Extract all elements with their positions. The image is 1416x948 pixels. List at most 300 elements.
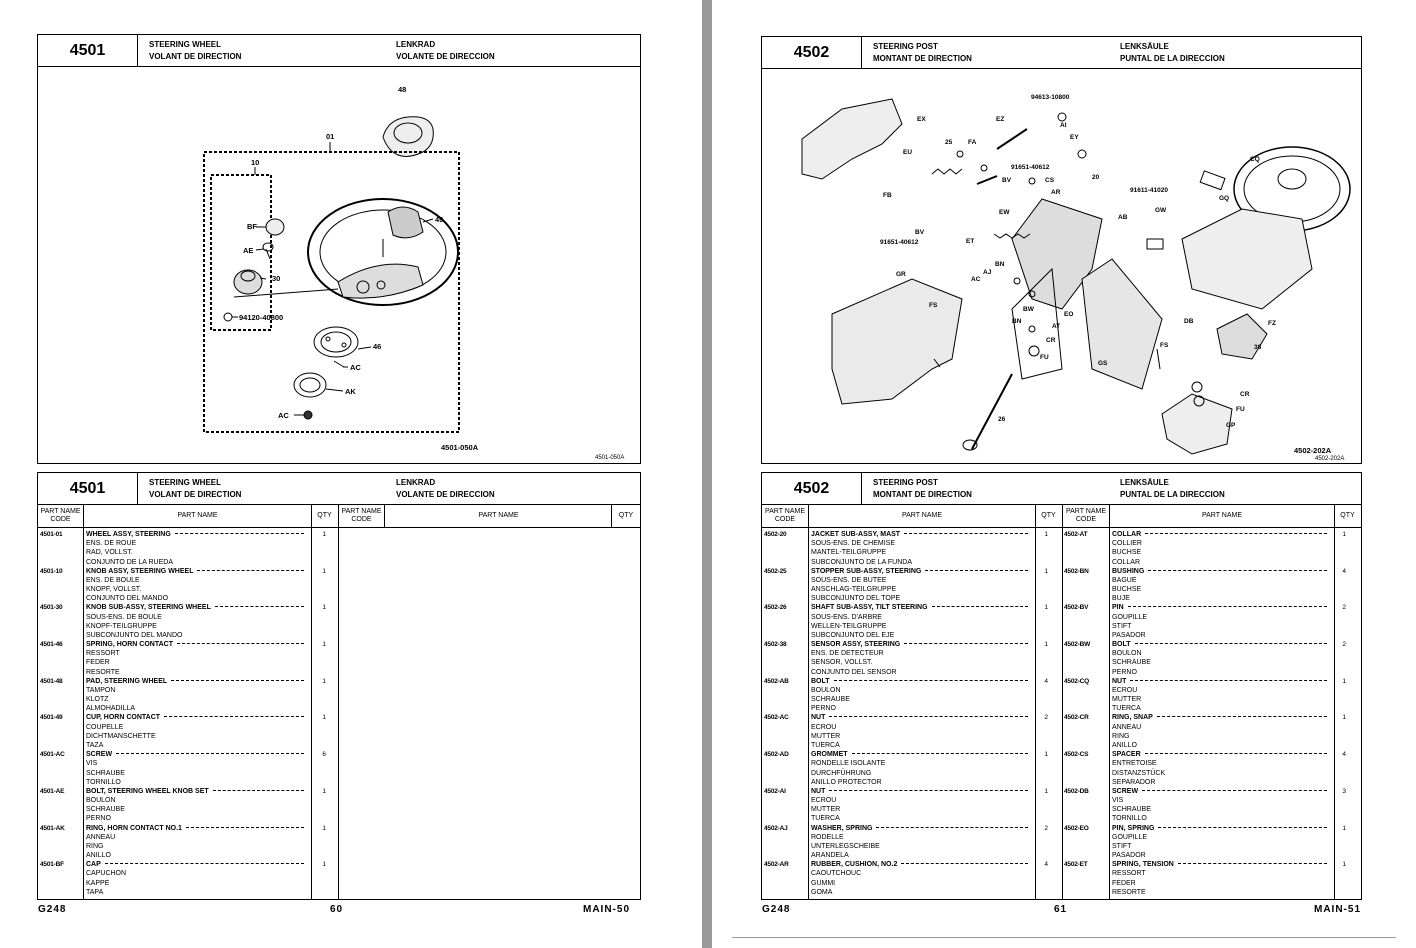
part-name-en: WHEEL ASSY, STEERING xyxy=(86,531,171,538)
part-name-translation: ECROU xyxy=(811,797,837,805)
part-name-en: COLLAR xyxy=(1112,531,1142,538)
part-name-translation: BUCHSE xyxy=(1112,586,1142,594)
part-names xyxy=(811,787,1032,824)
part-name-translation: KNOPF-TEILGRUPPE xyxy=(86,622,157,630)
part-names xyxy=(86,640,308,677)
part-code: 4501-01 xyxy=(40,531,63,538)
part-code: 4502-CQ xyxy=(1064,677,1089,685)
part-name-translation: DICHTMANSCHETTE xyxy=(86,732,156,740)
table-row xyxy=(762,602,1062,639)
section-number: 4502 xyxy=(762,37,862,68)
col-header-code: PART NAME CODE xyxy=(40,508,81,523)
section-header xyxy=(38,35,640,67)
part-name-translation: SUBCONJUNTO DEL EJE xyxy=(811,631,895,639)
part-code: 4501-10 xyxy=(40,567,63,575)
callout-AK: AK xyxy=(345,387,356,396)
part-code: 4502-AJ xyxy=(764,824,788,832)
title-fr: VOLANT DE DIRECTION xyxy=(149,52,242,61)
parts-rows xyxy=(38,529,338,896)
col-header-name: PART NAME xyxy=(177,512,218,519)
callout-AB: AB xyxy=(1118,214,1128,221)
title-de: LENKSÄULE xyxy=(1120,478,1169,487)
part-name-en: BUSHING xyxy=(1112,567,1145,575)
part-names xyxy=(811,640,1032,677)
steering-wheel-drawing xyxy=(38,67,640,463)
part-qty: 4 xyxy=(1044,861,1048,869)
part-name-translation: MUTTER xyxy=(811,732,841,740)
section-number: 4501 xyxy=(38,473,138,504)
leader-dashes xyxy=(852,753,1028,754)
part-qty: 1 xyxy=(1044,604,1048,612)
part-qty: 4 xyxy=(1342,567,1346,575)
table-row xyxy=(1062,712,1361,749)
callout-GR: GR xyxy=(896,271,906,278)
part-name-translation: DURCHFÜHRUNG xyxy=(811,769,872,777)
part-qty: 1 xyxy=(1342,677,1346,685)
parts-table-4502 xyxy=(761,472,1362,900)
part-qty: 1 xyxy=(322,604,326,612)
callout-BN-a: BN xyxy=(995,261,1005,268)
part-name-translation: ENS. DE BOULE xyxy=(86,576,140,584)
title-es: VOLANTE DE DIRECCION xyxy=(396,490,495,499)
part-names xyxy=(1112,824,1331,861)
part-name-translation: RESSORT xyxy=(1112,870,1146,878)
part-name-translation: DISTANZSTÜCK xyxy=(1112,769,1166,777)
part-code: 4502-AI xyxy=(764,787,786,795)
part-name-translation: TUERCA xyxy=(811,815,840,823)
callout-AE: AE xyxy=(243,246,254,255)
part-name-translation: SOUS-ENS. D'ARBRE xyxy=(811,613,882,621)
part-names xyxy=(86,750,308,787)
callout-CR-a: CR xyxy=(1046,337,1056,344)
callout-DB: DB xyxy=(1184,318,1194,325)
part-names xyxy=(1112,677,1331,714)
part-qty: 3 xyxy=(1342,787,1346,795)
part-code: 4501-AC xyxy=(40,751,65,759)
callout-AC: AC xyxy=(971,276,981,283)
part-name-en: NUT xyxy=(1112,677,1127,685)
part-name-translation: TAZA xyxy=(86,742,104,750)
part-name-translation: TUERCA xyxy=(811,742,840,750)
part-code: 4502-AB xyxy=(764,677,789,685)
title-fr: VOLANT DE DIRECTION xyxy=(149,490,242,499)
part-name-translation: RING xyxy=(86,842,104,850)
table-row xyxy=(762,823,1062,860)
callout-FA: FA xyxy=(968,139,977,146)
part-names xyxy=(811,530,1032,567)
part-name-en: CUP, HORN CONTACT xyxy=(86,714,161,722)
callout-91651-40612-b: 91651-40612 xyxy=(880,239,919,246)
leader-dashes xyxy=(904,533,1028,534)
part-name-translation: SCHRAUBE xyxy=(1112,806,1151,814)
part-names xyxy=(811,713,1032,750)
title-de: LENKRAD xyxy=(396,478,436,487)
part-qty: 1 xyxy=(1342,531,1346,538)
part-name-translation: GOUPILLE xyxy=(1112,833,1148,841)
part-name-translation: ANILLO xyxy=(1112,742,1137,750)
part-qty: 4 xyxy=(1342,751,1346,759)
part-name-translation: KNOPF, VOLLST. xyxy=(86,586,142,594)
table-row xyxy=(1062,529,1361,566)
part-name-translation: BOULON xyxy=(811,686,841,694)
diagram-box-4501 xyxy=(37,34,641,464)
part-name-en: RING, SNAP xyxy=(1112,714,1153,722)
part-names xyxy=(1112,860,1331,897)
leader-dashes xyxy=(876,827,1028,828)
part-code: 4502-AD xyxy=(764,751,789,759)
leader-dashes xyxy=(829,716,1028,717)
part-name-translation: TAMPON xyxy=(86,686,116,694)
part-name-en: PIN, SPRING xyxy=(1112,824,1155,832)
part-name-en: RUBBER, CUSHION, NO.2 xyxy=(811,861,898,869)
part-name-translation: ALMOHADILLA xyxy=(86,705,136,713)
callout-AJ: AJ xyxy=(983,269,992,276)
part-name-translation: BOULON xyxy=(86,797,116,805)
callout-AT: AT xyxy=(1052,323,1061,330)
part-name-translation: STIFT xyxy=(1112,842,1132,850)
callout-91651-40612-a: 91651-40612 xyxy=(1011,164,1050,171)
table-row xyxy=(762,676,1062,713)
callout-BN-b: BN xyxy=(1012,318,1022,325)
part-name-translation: CONJUNTO DEL SENSOR xyxy=(811,668,897,676)
part-name-translation: RONDELLE ISOLANTE xyxy=(811,760,886,768)
part-name-en: KNOB SUB-ASSY, STEERING WHEEL xyxy=(86,604,211,612)
part-code: 4502-26 xyxy=(764,604,787,612)
callout-GQ: GQ xyxy=(1219,195,1230,202)
part-code: 4501-48 xyxy=(40,677,63,685)
part-names xyxy=(811,603,1032,640)
leader-dashes xyxy=(177,643,304,644)
col-header-qty-2: QTY xyxy=(618,512,634,519)
leader-dashes xyxy=(1178,863,1327,864)
part-names xyxy=(811,750,1032,787)
section-header xyxy=(762,473,1361,505)
leader-dashes xyxy=(932,606,1028,607)
part-qty: 2 xyxy=(1044,714,1048,722)
title-fr: MONTANT DE DIRECTION xyxy=(873,54,972,63)
callout-26: 26 xyxy=(998,416,1006,423)
part-name-en: SPRING, HORN CONTACT xyxy=(86,641,173,649)
part-name-translation: RODELLE xyxy=(811,833,844,841)
callout-FZ: FZ xyxy=(1268,320,1276,327)
table-row xyxy=(38,859,338,896)
title-en: STEERING WHEEL xyxy=(149,478,222,487)
part-names xyxy=(1112,713,1331,750)
part-name-translation: SCHRAUBE xyxy=(811,696,850,704)
callout-EU: EU xyxy=(903,149,913,156)
table-row xyxy=(38,786,338,823)
part-qty: 1 xyxy=(1342,861,1346,869)
part-qty: 2 xyxy=(1044,824,1048,832)
part-name-translation: MUTTER xyxy=(811,806,841,814)
callout-EW: EW xyxy=(999,209,1010,216)
title-es: PUNTAL DE LA DIRECCION xyxy=(1120,54,1225,63)
col-header-name-2: PART NAME xyxy=(478,512,519,519)
part-name-translation: SUBCONJUNTO DEL MANDO xyxy=(86,631,183,639)
part-names xyxy=(86,787,308,824)
part-qty: 1 xyxy=(322,824,326,832)
part-name-translation: SENSOR, VOLLST. xyxy=(811,659,873,667)
callout-BW: BW xyxy=(1023,306,1034,313)
table-row xyxy=(1062,639,1361,676)
part-name-translation: COLLIER xyxy=(1112,540,1142,548)
part-name-en: SENSOR ASSY, STEERING xyxy=(811,641,901,649)
leader-dashes xyxy=(1145,753,1327,754)
leader-dashes xyxy=(925,570,1028,571)
part-name-en: BOLT, STEERING WHEEL KNOB SET xyxy=(86,787,209,795)
part-qty: 2 xyxy=(1342,604,1346,612)
part-code: 4502-AT xyxy=(1064,531,1088,538)
table-row xyxy=(1062,859,1361,896)
part-qty: 2 xyxy=(1342,641,1346,649)
callout-01: 01 xyxy=(326,132,335,141)
table-row xyxy=(1062,566,1361,603)
table-row xyxy=(762,712,1062,749)
part-qty: 1 xyxy=(1044,531,1048,538)
part-name-en: SCREW xyxy=(86,751,113,759)
col-header-name-2: PART NAME xyxy=(1201,512,1243,519)
callout-AC-2: AC xyxy=(278,411,289,420)
part-names xyxy=(86,677,308,714)
callout-BF: BF xyxy=(247,222,257,231)
part-code: 4502-25 xyxy=(764,567,787,575)
part-name-translation: SOUS-ENS. DE BUTEE xyxy=(811,576,887,584)
table-row xyxy=(38,712,338,749)
part-name-translation: PERNO xyxy=(811,705,836,713)
part-names xyxy=(86,824,308,861)
part-names xyxy=(1112,640,1331,677)
part-name-translation: PASADOR xyxy=(1112,852,1146,860)
col-header-qty-2: QTY xyxy=(1340,512,1355,519)
part-code: 4502-BN xyxy=(1064,567,1089,575)
part-name-translation: TORNILLO xyxy=(1112,815,1147,823)
leader-dashes xyxy=(901,863,1028,864)
title-de: LENKRAD xyxy=(396,40,436,49)
callout-EY: EY xyxy=(1070,134,1079,141)
part-names xyxy=(86,567,308,604)
part-name-en: STOPPER SUB-ASSY, STEERING xyxy=(811,567,922,575)
part-name-en: NUT xyxy=(811,714,826,722)
callout-EO: EO xyxy=(1064,311,1074,318)
part-name-translation: VIS xyxy=(86,760,98,768)
part-qty: 1 xyxy=(322,567,326,575)
section-number: 4501 xyxy=(38,35,138,66)
footer-left-code: G248 xyxy=(38,904,67,915)
part-code: 4502-BV xyxy=(1064,604,1089,612)
title-de: LENKSÄULE xyxy=(1120,42,1169,51)
leader-dashes xyxy=(829,790,1028,791)
left-page xyxy=(0,0,702,948)
part-name-translation: KLOTZ xyxy=(86,696,109,704)
part-name-en: BOLT xyxy=(811,677,830,685)
part-name-translation: COUPELLE xyxy=(86,723,124,731)
part-name-translation: CAPUCHON xyxy=(86,870,127,878)
part-name-translation: PERNO xyxy=(1112,668,1137,676)
part-name-translation: FEDER xyxy=(1112,879,1136,887)
part-name-en: SHAFT SUB-ASSY, TILT STEERING xyxy=(811,604,928,612)
part-name-translation: CONJUNTO DEL MANDO xyxy=(86,595,169,603)
callout-FU-b: FU xyxy=(1236,406,1245,413)
callout-10: 10 xyxy=(251,158,260,167)
part-name-en: CAP xyxy=(86,861,101,869)
leader-dashes xyxy=(215,606,304,607)
part-name-translation: MUTTER xyxy=(1112,696,1142,704)
table-row xyxy=(38,602,338,639)
part-names xyxy=(811,567,1032,604)
part-qty: 1 xyxy=(1044,751,1048,759)
part-name-translation: UNTERLEGSCHEIBE xyxy=(811,842,880,850)
table-row xyxy=(1062,749,1361,786)
part-qty: 1 xyxy=(1342,824,1346,832)
part-name-translation: SOUS-ENS. DE BOULE xyxy=(86,613,162,621)
table-row xyxy=(38,749,338,786)
title-en: STEERING WHEEL xyxy=(149,40,222,49)
section-number: 4502 xyxy=(762,473,862,504)
col-header-qty: QTY xyxy=(1041,512,1056,519)
part-name-en: SPRING, TENSION xyxy=(1112,861,1174,869)
part-name-translation: ANILLO PROTECTOR xyxy=(811,778,882,786)
leader-dashes xyxy=(197,570,304,571)
col-header-code-2: PART NAME CODE xyxy=(1065,508,1107,523)
diagram-id-small: 4501-050A xyxy=(595,455,625,461)
leader-dashes xyxy=(171,680,304,681)
right-page xyxy=(712,0,1416,948)
leader-dashes xyxy=(1145,533,1327,534)
title-es: PUNTAL DE LA DIRECCION xyxy=(1120,490,1225,499)
table-row xyxy=(1062,602,1361,639)
leader-dashes xyxy=(904,643,1028,644)
title-fr: MONTANT DE DIRECTION xyxy=(873,490,972,499)
part-code: 4502-EO xyxy=(1064,824,1089,832)
part-name-en: BOLT xyxy=(1112,641,1131,649)
callout-CQ: CQ xyxy=(1250,156,1260,163)
part-name-translation: GOUPILLE xyxy=(1112,613,1148,621)
part-name-translation: KAPPE xyxy=(86,879,110,887)
leader-dashes xyxy=(1157,716,1327,717)
part-name-translation: ECROU xyxy=(1112,686,1138,694)
leader-dashes xyxy=(1158,827,1327,828)
parts-table-4501 xyxy=(37,472,641,900)
callout-25: 25 xyxy=(945,139,953,146)
part-code: 4502-DB xyxy=(1064,787,1089,795)
part-name-translation: CONJUNTO DE LA RUEDA xyxy=(86,558,173,566)
leader-dashes xyxy=(1148,570,1327,571)
callout-AI: AI xyxy=(1060,122,1067,129)
part-qty: 1 xyxy=(1342,714,1346,722)
callout-49: 49 xyxy=(435,215,444,224)
callout-FS-a: FS xyxy=(929,302,938,309)
page-edge-line xyxy=(732,937,1396,938)
callout-EZ: EZ xyxy=(996,116,1005,123)
part-qty: 1 xyxy=(322,531,326,538)
part-name-translation: WELLEN-TEILGRUPPE xyxy=(811,622,887,630)
part-name-en: PIN xyxy=(1112,604,1124,612)
parts-rows-right-column xyxy=(1062,529,1361,896)
footer-left-code: G248 xyxy=(762,904,791,915)
callout-FS-b: FS xyxy=(1160,342,1169,349)
leader-dashes xyxy=(1142,790,1327,791)
part-name-en: SCREW xyxy=(1112,787,1139,795)
footer-section-ref: MAIN-50 xyxy=(583,904,631,915)
part-name-translation: BUJE xyxy=(1112,595,1130,603)
part-names xyxy=(1112,603,1331,640)
part-name-translation: RESSORT xyxy=(86,650,120,658)
callout-91611-41020: 91611-41020 xyxy=(1130,187,1168,194)
callout-30: 30 xyxy=(272,274,281,283)
part-code: 4501-46 xyxy=(40,641,63,649)
part-names xyxy=(811,860,1032,897)
part-code: 4501-BF xyxy=(40,861,64,869)
callout-94613-10800: 94613-10800 xyxy=(1031,94,1070,101)
callout-AR: AR xyxy=(1051,189,1061,196)
title-en: STEERING POST xyxy=(873,42,938,51)
diagram-id: 4501-050A xyxy=(441,443,479,452)
part-name-translation: SCHRAUBE xyxy=(1112,659,1151,667)
col-header-code: PART NAME CODE xyxy=(764,508,806,523)
part-name-translation: ANSCHLAG-TEILGRUPPE xyxy=(811,586,897,594)
part-name-en: PAD, STEERING WHEEL xyxy=(86,677,168,685)
part-code: 4501-30 xyxy=(40,604,63,612)
part-name-en: SPACER xyxy=(1112,751,1141,759)
part-name-translation: SOUS-ENS. DE CHEMISE xyxy=(811,540,896,548)
part-name-translation: BAGUE xyxy=(1112,576,1137,584)
parts-rows-left-column xyxy=(762,529,1062,896)
table-row xyxy=(1062,823,1361,860)
part-code: 4502-20 xyxy=(764,531,787,538)
table-row xyxy=(762,639,1062,676)
table-row xyxy=(762,749,1062,786)
table-row xyxy=(1062,786,1361,823)
part-names xyxy=(1112,787,1331,824)
part-qty: 1 xyxy=(1044,567,1048,575)
part-name-translation: FEDER xyxy=(86,659,110,667)
col-header-code-2: PART NAME CODE xyxy=(341,508,382,523)
table-row xyxy=(38,676,338,713)
part-name-translation: COLLAR xyxy=(1112,558,1141,566)
title-es: VOLANTE DE DIRECCION xyxy=(396,52,495,61)
part-name-translation: TAPA xyxy=(86,888,104,896)
callout-EX: EX xyxy=(917,116,926,123)
callout-46: 46 xyxy=(373,342,382,351)
part-name-translation: PERNO xyxy=(86,815,111,823)
part-name-translation: SUBCONJUNTO DEL TOPE xyxy=(811,595,901,603)
section-header xyxy=(762,37,1361,69)
part-name-translation: BUCHSE xyxy=(1112,549,1142,557)
diagram-id-small: 4502-202A xyxy=(1315,456,1345,462)
table-row xyxy=(762,566,1062,603)
leader-dashes xyxy=(186,827,304,828)
part-name-en: KNOB ASSY, STEERING WHEEL xyxy=(86,567,194,575)
part-name-translation: GOMA xyxy=(811,888,833,896)
leader-dashes xyxy=(1128,606,1327,607)
part-name-translation: TORNILLO xyxy=(86,778,121,786)
leader-dashes xyxy=(116,753,304,754)
part-name-translation: TUERCA xyxy=(1112,705,1141,713)
part-name-translation: ARANDELA xyxy=(811,852,849,860)
leader-dashes xyxy=(164,716,304,717)
part-qty: 1 xyxy=(322,641,326,649)
part-name-translation: SCHRAUBE xyxy=(86,806,125,814)
part-name-translation: RESORTE xyxy=(86,668,120,676)
callout-ET: ET xyxy=(966,238,975,245)
part-name-translation: BOULON xyxy=(1112,650,1142,658)
part-qty: 1 xyxy=(322,677,326,685)
part-names xyxy=(1112,530,1331,567)
table-row xyxy=(38,823,338,860)
part-code: 4501-AK xyxy=(40,824,65,832)
callout-20: 20 xyxy=(1092,174,1100,181)
table-row xyxy=(38,529,338,566)
